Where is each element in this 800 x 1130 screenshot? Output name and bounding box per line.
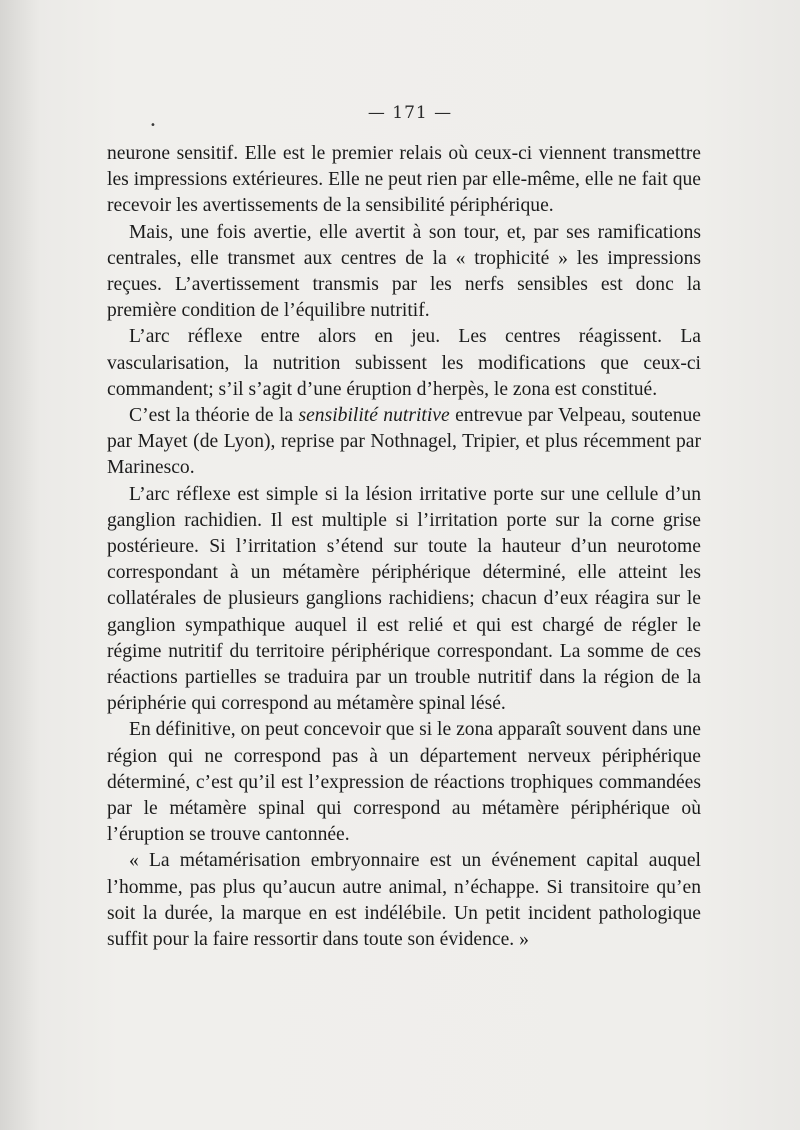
paragraph-reflex-arc: L’arc réflexe entre alors en jeu. Les centres réagissent. La vascularisation, la nutrition subissent les modifications que ceux-ci commandent; s’il s’agit d’une éruption d’herpès, le zona est constitué. — [107, 326, 701, 400]
print-speck: • — [150, 120, 156, 131]
theory-emphasis: sensibilité nutritive — [298, 405, 450, 427]
paragraph-continuation: neurone sensitif. Elle est le premier relais où ceux-ci viennent transmettre les impressions extérieures. Elle ne peut rien par elle-même, elle ne fait que recevoir les avertissements de la sensibilité périphérique. — [107, 143, 701, 217]
paragraph-warning: Mais, une fois avertie, elle avertit à son tour, et, par ses ramifications centrales, elle transmet aux centres de la « trophicité » les impressions reçues. L’avertissement transmis par les nerfs sensibles est donc la première condition de l’équilibre nutritif. — [107, 221, 701, 322]
paragraph-definitive: En définitive, on peut concevoir que si le zona apparaît souvent dans une région qui ne correspond pas à un département nerveux périphérique déterminé, c’est qu’il est l’expression de réactions trophiques commandées par le métamère spinal qui correspond au métamère périphérique où l’éruption se trouve cantonnée. — [107, 719, 701, 846]
theory-text-after: entrevue par Velpeau, soutenue par Mayet (de Lyon), reprise par Nothnagel, Tripier, et plus récemment par Marinesco. — [107, 405, 701, 479]
paragraph-simple-arc: L’arc réflexe est simple si la lésion irritative porte sur une cellule d’un ganglion rachidien. Il est multiple si l’irritation porte sur la corne grise postérieure. Si l’irritation s’étend sur toute la hauteur d’un neurotome correspondant à un métamère périphérique déterminé, elle atteint les collatérales de plusieurs ganglions rachidiens; chacun d’eux réagira sur le ganglion sympathique auquel il est relié et qui est chargé de régler le régime nutritif du territoire périphérique correspondant. La somme de ces réactions partielles se traduira par un trouble nutritif dans la région de la périphérie qui correspond au métamère spinal lésé. — [107, 483, 701, 715]
body-text — [107, 141, 701, 953]
paragraph-quote: « La métamérisation embryonnaire est un événement capital auquel l’homme, pas plus qu’aucun autre animal, n’échappe. Si transitoire qu’en soit la durée, la marque en est indélébile. Un petit incident pathologique suffit pour la faire ressortir dans toute son évidence. » — [107, 850, 701, 951]
page-number: — 171 — — [367, 103, 453, 123]
paragraph-theory — [107, 403, 701, 482]
theory-text-before: C’est la théorie de la — [129, 405, 299, 427]
